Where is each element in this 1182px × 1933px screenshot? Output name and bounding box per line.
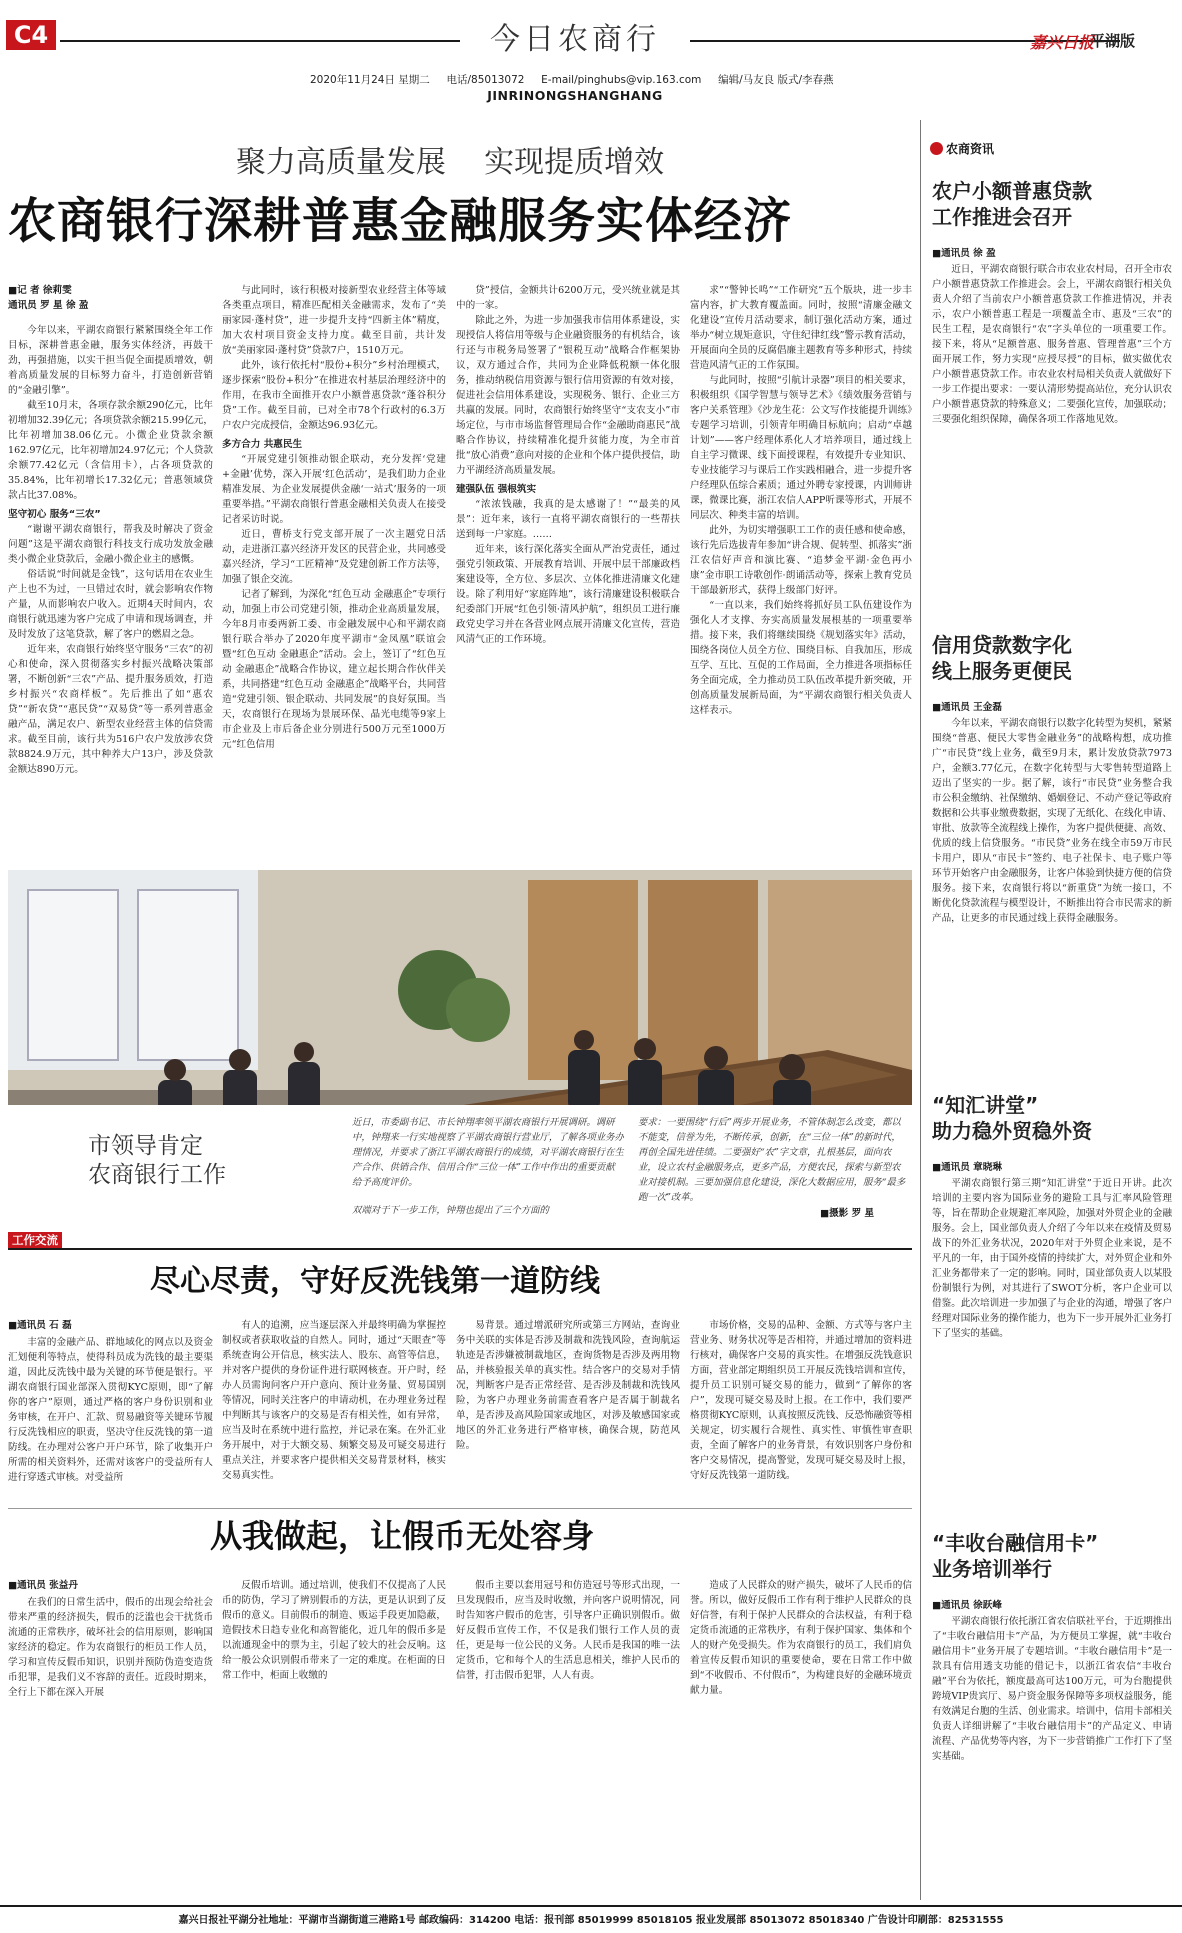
reporter: ■记 者 徐莉雯 [8, 285, 72, 296]
paragraph: 造成了人民群众的财产损失，破坏了人民币的信誉。所以，做好反假币工作有利于维护人民群众的良好信誉，有利于保护人民群众的合法权益，有利于稳定货币流通的正常秩序，有利于保护国家、集体和个人的财产免受损失。作为农商银行的员工，我们肩负着宣传反假币知识的重要使命，要在日常工作中做到“不收假币、不付假币”，为构建良好的金融环境贡献力量。 [690, 1580, 912, 1696]
paragraph: “开展党建引领推动银企联动，充分发挥‘党建+金融’优势，深入开展‘红色活动’，是我们助力企业精准发展、为企业发展提供金融‘一站式’服务的一项重要举措。”平湖农商银行普惠金融相关负责人在接受记者采访时说。 [222, 454, 446, 525]
aml-byline: ■通讯员 石 磊 [8, 1320, 72, 1331]
cf-col-1 [8, 1595, 213, 1895]
main-col-4 [690, 283, 912, 833]
paragraph: 丰富的金融产品、群地域化的网点以及资金汇划便利等特点，使得科员成为洗钱的最主要渠道，因此反洗钱中最为关键的环节便是银行。平湖农商银行国业部深入贯彻KYC原则，即“了解你的客户”原则，通过严格的客户身份识别和业务审核，在开户、汇款、贸易融资等关键环节履行反洗钱相应的职责，坚决守住反洗钱的第一道防线。在办理对公客户开户环节，除了收集开户所需的相关资料外，还需对该客户的受益所有人进行穿透式审核。对受益所 [8, 1337, 213, 1483]
aml-headline: 尽心尽责，守好反洗钱第一道防线 [150, 1264, 600, 1299]
email: E-mail/pinghubs@vip.163.com [541, 74, 702, 86]
paragraph: 市场价格，交易的品种、金额、方式等与客户主营业务、财务状况等是否相符，并通过增加的资料进行核对，确保客户交易的真实性。在增强反洗钱意识方面，营业部定期组织员工开展反洗钱培训和宣传，提升员工识别可疑交易的能力，做到“了解你的客户”，发现可疑交易及时上报。在工作中，我们要严格贯彻KYC原则，认真按照反洗钱、反恐怖融资等相关规定，切实履行合规性、真实性、审慎性审查职责，全面了解客户的业务背景，有效识别客户身份和客户交易情况，提高警觉，发现可疑交易及时上报，守好反洗钱第一道防线。 [690, 1320, 912, 1481]
sidebar-title-1: 农户小额普惠贷款 工作推进会召开 [932, 179, 1092, 229]
subhead: 坚守初心 服务“三农” [8, 509, 101, 520]
paragraph: 与此同时，该行积极对接新型农业经营主体等域各类重点项目，精准匹配相关金融需求，发布了“美丽家园·蓬村贷”，进一步提升支持“四新主体”精度，加大农村项目资金支持力度。截至目前，共计发放“美丽家园·蓬村贷”贷款7户，1510万元。 [222, 285, 446, 356]
paragraph: 贷”授信，金额共计6200万元，受兴统业就是其中的一家。 [456, 285, 680, 311]
cf-col-2 [222, 1578, 446, 1895]
masthead-info [310, 72, 834, 87]
sidebar-title-2: 信用贷款数字化 线上服务更便民 [932, 633, 1072, 683]
photo-caption-text-2: 要求：一要围绕“行后”两步开展业务，不管体制怎么改变，都以不能变，信誉为先，不断传承，创新，在“三位一体”的新时代，再创全国先进佳绩。二要强好“农”字文章，扎根基层，面向农业，设立农村金融服务点，更多产品，方便农民，探索与新型农业对接机制。三要加强信息化建设，深化大数据应用，服务“最多跑一次”改革。 [638, 1117, 906, 1203]
footer-text: 嘉兴日报社平湖分社地址：平湖市当湖街道三港路1号 邮政编码：314200 电话：报刊部 85019999 85018105 报业发展部 85013072 85018340 广告设计印刷部：82531555 [178, 1915, 1004, 1926]
paragraph: 平湖农商银行第三期“知汇讲堂”于近日开讲。此次培训的主要内容为国际业务的避险工具与汇率风险管理等，旨在帮助企业规避汇率风险，加强对外贸企业的金融服务。会上，国业部负责人介绍了今年以来在疫情及贸易战下的外汇业务状况，2020年对于外贸企业来说，是不平凡的一年，由于国外疫情的持续扩大，对外贸企业和外汇业务都带来了一定的影响。同时，国业部负责人以某股份制银行为例，对其进行了SWOT分析，客户企业可以借鉴。此次培训进一步加强了与企业的沟通，增强了客户经理对国际业务的操作能力，也为下一步开展外汇业务打下了坚实的基础。 [932, 1178, 1172, 1339]
photo-credit: ■摄影 罗 星 [820, 1208, 875, 1219]
paragraph: 此外，该行依托村“股份+积分”乡村治理模式，逐步探索“股份+积分”在推进农村基层治理经济中的作用，在我市全面推开农户小额普惠贷款“蓬谷积分贷”工作。截至目前，已对全市78个行政村的6.3万户农户完成授信，金额达96.93亿元。 [222, 360, 446, 431]
paragraph: 截至10月末，各项存款余额290亿元，比年初增加32.39亿元；各项贷款余额215.99亿元，比年初增加38.06亿元。小微企业贷款余额162.97亿元，比年初增加24.97亿元；个人贷款余额77.42亿元（含信用卡），占各项贷款的35.84%，比年初增长17.32亿元；普惠领域贷款占比37.08%。 [8, 400, 213, 501]
header-top-rule [60, 40, 460, 42]
footer-rule [0, 1905, 1182, 1907]
counterfeit-headline: 从我做起，让假币无处容身 [210, 1517, 595, 1555]
cf-col-4 [690, 1578, 912, 1895]
sidebar-label-text: 农商资讯 [946, 142, 995, 156]
sidebar-divider [920, 120, 921, 1900]
aml-col-1 [8, 1335, 213, 1505]
sidebar-title-3: “知汇讲堂” 助力稳外贸稳外资 [932, 1093, 1092, 1143]
section-label-work: 工作交流 [8, 1232, 62, 1248]
main-byline [8, 283, 213, 313]
paragraph: 此外，为切实增强职工工作的责任感和使命感，该行先后选拔青年参加“讲合规、促转型、抓落实”浙江农信好声音和演比赛、“追梦金平湖·金色再小康”金市职工诗歌创作·朗诵活动等，探索上教育党员干部最新形式，获得上级部门好评。 [690, 525, 912, 596]
editors: 编辑/马友良 版式/李春燕 [718, 74, 834, 86]
paragraph: 近年来，该行深化落实全面从严治党责任，通过强党引领政策、开展教育培训、开展中层干部廉政档案建设等，全方位、多层次、立体化推进清廉文化建设。除了利用好“家庭阵地”，该行清廉建设积极联合纪委部门开展“红色引领·清风护航”，组织员工进行廉政党史学习并在各营业网点展开清廉文化宣传，营造风清气正的工作环境。 [456, 544, 680, 645]
main-headline: 农商银行深耕普惠金融服务实体经济 [8, 193, 793, 249]
paragraph: 近日，平湖农商银行联合市农业农村局，召开全市农户小额普惠贷款工作推进会。会上，平湖农商银行相关负责人介绍了当前农户小额普惠贷款工作推进情况，并表示，农户小额普惠工程是一项覆盖全市、惠及“三农”的民生工程，是农商银行“农”字头单位的一项重要工作。接下来，将从“足额普惠、服务普惠、管理普惠”三个方面开展工作，努力实现“应授尽授”的目标，做实做优农户小额普惠贷款工作。市农业农村局相关负责人就做好下一步工作提出要求：一要认清形势提高站位，充分认识农户小额普惠贷款的特殊意义；二要强化宣传，加强联动；三要强化组织保障，确保各项工作落地见效。 [932, 264, 1172, 425]
paragraph: 近年来，农商银行始终坚守服务“三农”的初心和使命，深入贯彻落实乡村振兴战略决策部署，不断创新“三农”产品、提升服务质效，打造乡村振兴“农商样板”。先后推出了如“惠农贷”“新农贷”“惠民贷”“双易贷”等一系列普惠金融产品，满足农户、新型农业经营主体的信贷需求。截至目前，该行共为516户农户发放涉农贷款8824.9万元，其中种养大户13户，涉及贷款金额达890万元。 [8, 644, 213, 775]
pinyin-title: JINRINONGSHANGHANG [487, 88, 663, 103]
sidebar-body-2 [932, 716, 1172, 1086]
photo-caption-text-1: 近日，市委副书记、市长钟翔率领平湖农商银行开展调研。调研中，钟翔来一行实地视察了平湖农商银行营业厅，了解各项业务办理情况，并要求了浙江平湖农商银行的成绩，对平湖农商银行在生产合作、供销合作、信用合作“三位一体”工作中作出的重要贡献给予高度评价。 [352, 1117, 624, 1188]
main-kicker: 聚力高质量发展 实现提质增效 [235, 145, 665, 180]
sidebar-body-1 [932, 262, 1172, 627]
paragraph: 今年以来，平湖农商银行以数字化转型为契机，紧紧围绕“普惠、便民大零售金融业务”的战略构想，成功推广“市民贷”线上业务，截至9月末，累计发放贷款7973户，金额3.77亿元，在数字化转型与大零售转型道路上迈出了坚实的一步。据了解，该行“市民贷”业务整合我市公积金缴纳、社保缴纳、婚姻登记、不动产登记等政府数据和公共事业缴费数据，实现了无纸化、在线化申请、审批、放款等全流程线上操作，为客户提供便捷、高效、优质的线上信贷服务。“市民贷”业务在线全市59万市民卡用户，即从“市民卡”签约、电子社保卡、电子账户等环节开始客户由金融服务，让客户体验到快捷方便的信贷服务。接下来，农商银行将以“新重贷”为统一接口，不断优化贷款流程与模型设计，不断推出符合市民需求的新产品，让更多的市民通过线上获得金融服务。 [932, 718, 1172, 924]
sidebar-body-3 [932, 1176, 1172, 1526]
subhead: 多方合力 共惠民生 [222, 439, 303, 450]
main-col-2 [222, 283, 446, 833]
paragraph: “浓浓钱融，我真的是太感谢了！”“最美的风景”：近年来，该行一直将平湖农商银行的一些帮扶送到每一户家庭。…… [456, 499, 680, 540]
phone: 电话/85013072 [446, 74, 525, 86]
section-title: 今日农商行 [490, 22, 660, 57]
main-col-3 [456, 283, 680, 833]
counterfeit-byline: ■通讯员 张益丹 [8, 1580, 78, 1591]
paragraph: 易背景。通过增派研究所或第三方网站，查询业务中关联的实体是否涉及制裁和洗钱风险，查询航运轨迹是否涉嫌被制裁地区，查询货物是否涉及两用物品，并核验报关单的真实性。结合客户的交易对手情况，判断客户是否正常经营、是否涉及制裁和洗钱风险，为客户办理业务前需查看客户是否属于制裁名单，是否涉及高风险国家或地区，对涉及敏感国家或地区的外汇业务进行严格审核，确保合规，防范风险。 [456, 1320, 680, 1451]
paragraph: 与此同时，按照“引航计录器”项目的相关要求，积极组织《国学智慧与领导艺术》《绩效服务营销与客户关系管理》《沙龙生花：公文写作技能提升训练》专题学习培训，引领青年明确目标航向；启动“卓越计划”——客户经理体系化人才培养项目，通过线上自主学习微课、线下面授课程，有效提升专业知识、专业技能学习与课后工作实践相融合，进一步提升客户经理队伍综合素质；通过外聘专家授课，内训师讲课，微课比赛，浙江农信人APP听课等形式，开展不同层次、种类丰富的培训。 [690, 375, 912, 521]
subhead: 建强队伍 强根筑实 [456, 484, 537, 495]
paragraph: 有人的追溯，应当逐层深入并最终明确为掌握控制权或者获取收益的自然人。同时，通过“天眼查”等系统查询公开信息，核实法人、股东、高管等信息，并对客户提供的身份证件进行联网核查。开户时，经办人员需询问客户开户意向、预计业务量、贸易国别等情况，同时关注客户的申请动机，在办理业务过程中判断其与该客户的交易是否有相关性，如有异常，应当及时在系统中进行监控，并记录在案。在外汇业务开展中，对于大额交易、频繁交易及可疑交易进行重点关注，并要求客户提供相关交易背景材料，核实交易真实性。 [222, 1320, 446, 1481]
paragraph: 除此之外，为进一步加强我市信用体系建设，实现授信人将信用等级与企业融资服务的有机结合，该行还与市税务局签署了“银税互动”战略合作框架协议，双方通过合作，共同为企业降低税额一体化服务，推动纳税信用资源与银行信用资源的有效对接，促进社会信用体系建设，实现税务、银行、企业三方共赢的发展。同时，农商银行始终坚守“支农支小”市场定位，与市市场监督管理局合作“金融助商惠民”战略合作协议，持续精准化提升贫能力度，为全市首批“放心消费”意向对接的企业和个体户提供授信，助力平湖经济高质量发展。 [456, 315, 680, 476]
edition-label: 平湖版 [1090, 32, 1136, 50]
photo-caption-end: 双端对于下一步工作，钟翔也提出了三个方面的 [352, 1205, 549, 1216]
paragraph: 求”“警钟长鸣”“工作研究”五个版块，进一步丰富内容，扩大教育覆盖面。同时，按照“清廉金融文化建设”宣传月活动要求，制订强化活动方案，通过举办“树立规矩意识，守住纪律红线”警示教育活动，开展面向全员的反腐倡廉主题教育等多种形式，持续营造风清气正的工作氛围。 [690, 285, 912, 371]
paragraph: 俗话说“时间就是金钱”，这句话用在农业生产上也不为过，一旦错过农时，就会影响农作物产量，从而影响农户收入。近期4天时间内，农商银行就迅速为客户完成了申请和现场调查，并及时发放了这笔贷款，解了客户的燃眉之急。 [8, 569, 213, 640]
paragraph: “谢谢平湖农商银行，帮我及时解决了资金问题”这是平湖农商银行科技支行成功发放金融类小微企业贷款后，金融小微企业主的感慨。 [8, 524, 213, 565]
paragraph: 平湖农商银行依托浙江省农信联社平台，于近期推出了“丰收台融信用卡”产品，为方便员工掌握，就“丰收台融信用卡”业务开展了专题培训。“丰收台融信用卡”是一款具有信用透支功能的借记卡，以浙江省农信“丰收台融”平台为依托，额度最高可达100万元，可为台胞提供跨境VIP贵宾厅、易户资金服务保障等多项权益服务，能有效满足台胞的生活、创业需求。培训中，信用卡部相关负责人详细讲解了“丰收台融信用卡”的产品定义、申请流程、产品优势等内容，为下一步营销推广工作打下了坚实基础。 [932, 1616, 1172, 1762]
sidebar-byline-3: ■通讯员 章晓琳 [932, 1162, 1002, 1173]
cf-col-3 [456, 1578, 680, 1895]
sidebar-byline-4: ■通讯员 徐跃峰 [932, 1600, 1002, 1611]
sidebar-byline-1: ■通讯员 徐 盈 [932, 248, 996, 259]
page-code: C4 [6, 20, 56, 50]
paragraph: 记者了解到，为深化“红色互动 金融惠企”专项行动，加强上市公司党建引领，推动企业高质量发展，今年8月市委两新工委、市金融发展中心和平湖农商银行联合举办了2020年度平湖市“金凤凰”联谊会暨“红色互动 金融惠企”活动。会上，签订了“红色互动 金融惠企”战略合作协议，建立起长期合作伙伴关系，共同搭建“红色互动 金融惠企”战略平台，共同营造“党建引领、银企联动、共同发展”的良好氛围。当天，农商银行在现场为景展环保、晶光电缆等9家上市企业及上市后备企业分别进行500万元至1000万元“红色信用 [222, 589, 446, 750]
photo-caption-title: 市领导肯定 农商银行工作 [88, 1133, 226, 1188]
main-col-1 [8, 323, 213, 833]
paragraph: “一直以来，我们始终将抓好员工队伍建设作为强化人才支撑、夯实高质量发展根基的一项重要举措。接下来，我们将继续围绕《规划落实年》活动，围绕各岗位人员全方位、围绕目标、自我加压，形成互学、互比、互促的工作局面，全力推进各项指标任务全面完成，全力推动员工队伍改革提升新突破，开创高质量发展新局面，为“平湖农商银行相关负责人这样表示。 [690, 600, 912, 716]
sidebar-body-4 [932, 1614, 1172, 1897]
counterfeit-rule [8, 1508, 912, 1509]
sidebar-label [930, 140, 994, 157]
paragraph: 假币主要以套用冠号和仿造冠号等形式出现，一旦发现假币，应当及时收缴，并向客户说明情况，同时告知客户假币的危害，引导客户正确识别假币。做好反假币宣传工作，不仅是我们银行工作人员的责任，更是每一位公民的义务。人民币是我国的唯一法定货币，它和每个人的生活息息相关，维护人民币的信誉，打击假币犯罪，人人有责。 [456, 1580, 680, 1681]
paragraph: 今年以来，平湖农商银行紧紧围绕全年工作目标，深耕普惠金融，服务实体经济，再鼓干劲，再强措施，以实干担当促全面提质增效，朝着高质量发展的目标努力奋斗，打造创新营销的“金融引擎”。 [8, 325, 213, 396]
aml-top-rule [8, 1248, 912, 1250]
sidebar-title-4: “丰收台融信用卡” 业务培训举行 [932, 1531, 1099, 1581]
date-line: 2020年11月24日 星期二 [310, 74, 430, 86]
info-circle-icon [930, 142, 943, 155]
meeting-photo [8, 870, 912, 1228]
paper-logo: 嘉兴日报 [1030, 33, 1095, 52]
paragraph: 近日，曹桥支行党支部开展了一次主题党日活动，走进浙江嘉兴经济开发区的民营企业，共同感受嘉兴经济，学习“工匠精神”及党建创新工作方法等，加强了银企交流。 [222, 529, 446, 585]
aml-col-3 [456, 1318, 680, 1505]
aml-col-2 [222, 1318, 446, 1505]
correspondents: 通讯员 罗 星 徐 盈 [8, 300, 89, 311]
sidebar-byline-2: ■通讯员 王金磊 [932, 702, 1002, 713]
paragraph: 反假币培训。通过培训，使我们不仅提高了人民币的防伪，学习了辨别假币的方法，更是认识到了反假币的意义。目前假币的制造、贩运手段更加隐蔽，造假技术日趋专业化和高智能化，近几年的假币多是以流通现金中的票为主，引起了较大的社会反响。这给一般公众识别假币带来了一定的难度。在柜面的日常工作中，柜面上收缴的 [222, 1580, 446, 1681]
aml-col-4 [690, 1318, 912, 1505]
paragraph: 在我们的日常生活中，假币的出现会给社会带来严重的经济损失，假币的泛滥也会干扰货币流通的正常秩序，破坏社会的信用原则，影响国家经济的稳定。作为农商银行的柜员工作人员，学习和宣传反假币知识，识别并预防伪造变造货币犯罪，是我们义不容辞的责任。近段时期来，全行上下都在深入开展 [8, 1597, 213, 1698]
